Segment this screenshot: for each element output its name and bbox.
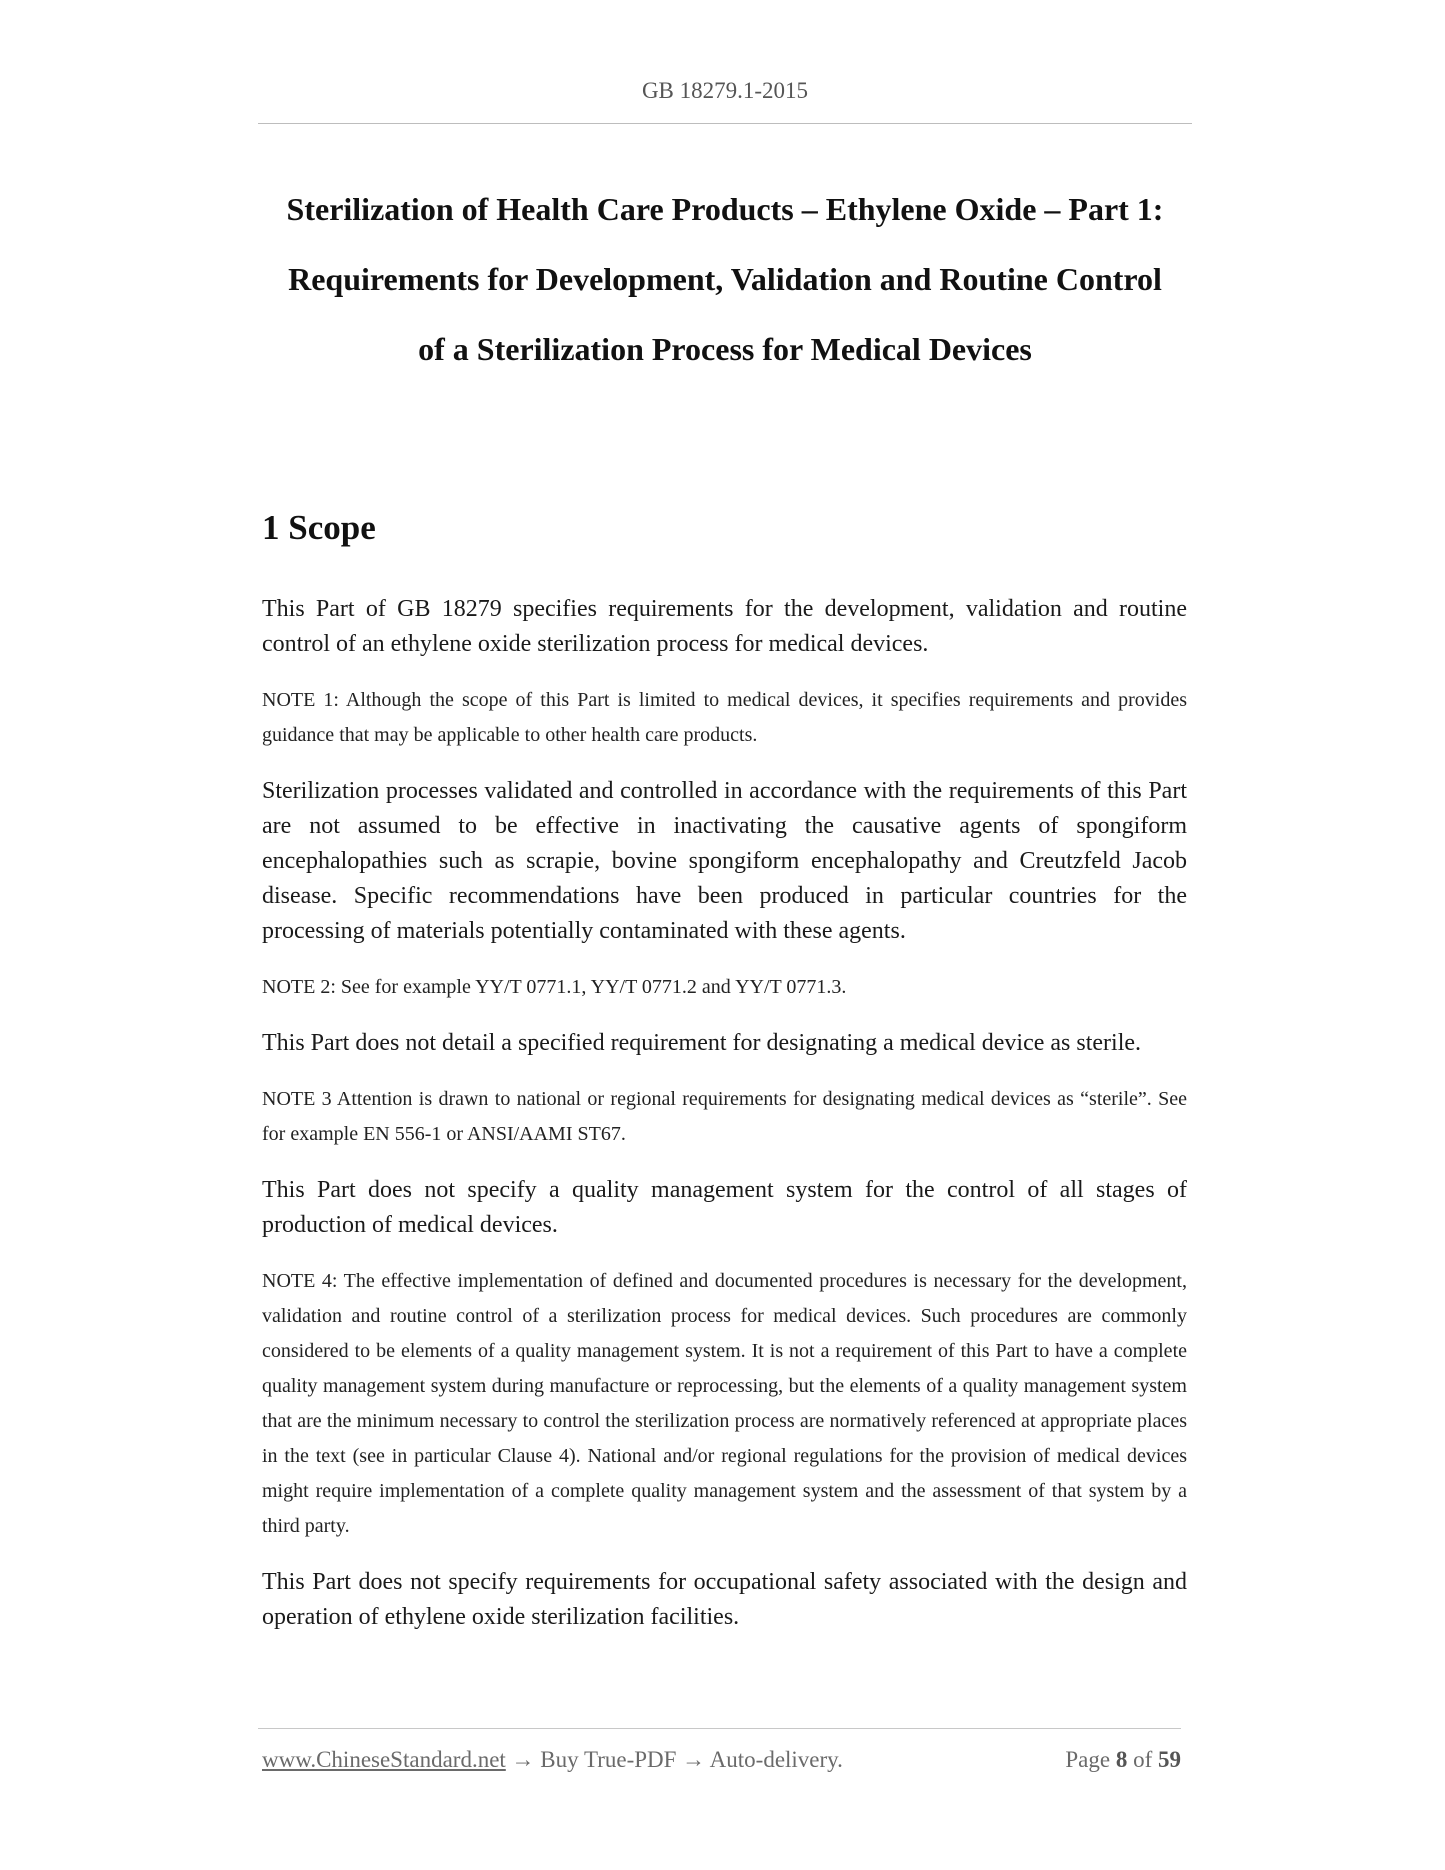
footer-divider [258,1728,1181,1729]
section-heading-scope: 1 Scope [262,508,376,547]
promo-text: → Buy True-PDF → Auto-delivery. [505,1747,843,1772]
title-line-1: Sterilization of Health Care Products – Ethylene Oxide – Part 1: [286,191,1164,227]
page-total: 59 [1158,1747,1181,1772]
document-body [262,592,1187,1656]
of-label: of [1133,1747,1153,1772]
note-1: NOTE 1: Although the scope of this Part is limited to medical devices, it specifies requirements and provides guidance that may be applicable to other health care products. [262,689,1187,746]
paragraph-3: This Part does not detail a specified requirement for designating a medical device as sterile. [262,1030,1142,1056]
paragraph-5: This Part does not specify requirements for occupational safety associated with the design and operation of ethylene oxide sterilization facilities. [262,1569,1187,1630]
page-number: 8 [1115,1747,1128,1772]
document-title [258,174,1192,384]
paragraph-1: This Part of GB 18279 specifies requirements for the development, validation and routine control of an ethylene oxide sterilization process for medical devices. [262,596,1187,657]
site-link[interactable]: www.ChineseStandard.net [262,1747,506,1772]
footer-promo [262,1747,843,1773]
paragraph-2: Sterilization processes validated and controlled in accordance with the requirements of this Part are not assumed to be effective in inactivating the causative agents of spongiform encephalopathies such as scrapie, bovine spongiform encephalopathy and Creutzfeld Jacob disease. Specific recommendations have been produced in particular countries for the processing of materials potentially contaminated with these agents. [262,778,1187,944]
paragraph-4: This Part does not specify a quality management system for the control of all stages of production of medical devices. [262,1177,1187,1238]
note-2: NOTE 2: See for example YY/T 0771.1, YY/T 0771.2 and YY/T 0771.3. [262,976,847,998]
title-line-2: Requirements for Development, Validation and Routine Control [288,261,1162,297]
running-header: GB 18279.1-2015 [641,78,809,103]
page-label: Page [1065,1747,1111,1772]
note-4: NOTE 4: The effective implementation of defined and documented procedures is necessary for the development, validation and routine control of a sterilization process for medical devices. Such procedures are commonly considered to be elements of a quality management system. It is not a requirement of this Part to have a complete quality management system during manufacture or reprocessing, but the elements of a quality management system that are the minimum necessary to control the sterilization process are normatively referenced at appropriate places in the text (see in particular Clause 4). National and/or regional regulations for the provision of medical devices might require implementation of a complete quality management system and the assessment of that system by a third party. [262,1270,1187,1537]
note-3: NOTE 3 Attention is drawn to national or regional requirements for designating medical devices as “sterile”. See for example EN 556-1 or ANSI/AAMI ST67. [262,1088,1187,1145]
title-line-3: of a Sterilization Process for Medical Devices [418,331,1032,367]
header-divider [258,123,1192,124]
page-indicator [1065,1747,1181,1773]
